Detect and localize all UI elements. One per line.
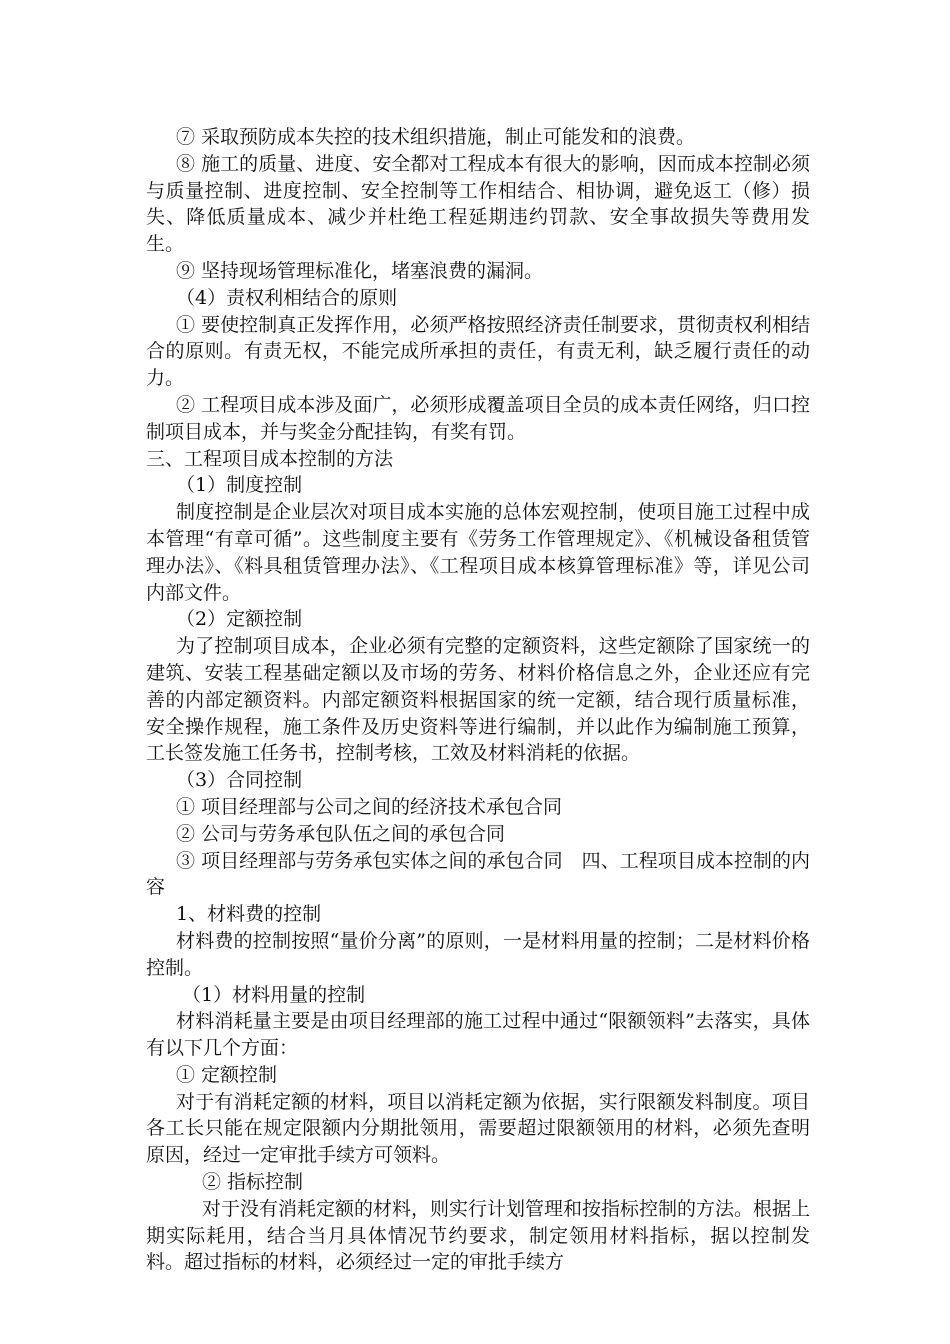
contract-item-3-and-chapter-4: ③ 项目经理部与劳务承包实体之间的承包合同 四、工程项目成本控制的内容 [146, 849, 810, 899]
section-heading-contract-control: （3）合同控制 [176, 769, 303, 792]
paragraph-quota-material: 对于有消耗定额的材料，项目以消耗定额为依据，实行限额发料制度。项目各工长只能在规定限额内分期批领用，需要超过限额领用的材料，必须先查明原因，经过一定审批手续方可领料。 [146, 1090, 810, 1167]
chapter-heading-3: 三、工程项目成本控制的方法 [146, 447, 394, 470]
section-heading-material-quantity: （1）材料用量的控制 [182, 983, 366, 1006]
document-body [146, 124, 810, 1276]
paragraph-responsibility-1: ① 要使控制真正发挥作用，必须严格按照经济责任制要求，贯彻责权利相结合的原则。有责无权，不能完成所承担的责任，有责无利，缺乏履行责任的动力。 [146, 313, 810, 390]
section-heading-system-control: （1）制度控制 [176, 474, 303, 497]
paragraph-material-cost: 材料费的控制按照“量价分离”的原则，一是材料用量的控制；二是材料价格控制。 [146, 929, 810, 979]
section-heading-material-cost: 1、材料费的控制 [176, 903, 322, 926]
paragraph-8: ⑧ 施工的质量、进度、安全都对工程成本有很大的影响，因而成本控制必须与质量控制、进度控制、安全控制等工作相结合、相协调，避免返工（修）损失、降低质量成本、减少并杜绝工程延期违约罚款、安全事故损失等费用发生。 [146, 152, 810, 256]
paragraph-material-quantity: 材料消耗量主要是由项目经理部的施工过程中通过“限额领料”去落实，具体有以下几个方面： [146, 1010, 810, 1060]
paragraph-9: ⑨ 坚持现场管理标准化，堵塞浪费的漏洞。 [176, 259, 544, 282]
contract-item-1: ① 项目经理部与公司之间的经济技术承包合同 [176, 795, 563, 818]
subsection-indicator-control: ② 指标控制 [202, 1171, 304, 1194]
paragraph-indicator-control: 对于没有消耗定额的材料，则实行计划管理和按指标控制的方法。根据上期实际耗用，结合当月具体情况节约要求，制定领用材料指标，据以控制发料。超过指标的材料，必须经过一定的审批手续方 [146, 1197, 811, 1274]
section-heading-quota-control: （2）定额控制 [176, 608, 303, 631]
paragraph-quota-control: 为了控制项目成本，企业必须有完整的定额资料，这些定额除了国家统一的建筑、安装工程基础定额以及市场的劳务、材料价格信息之外，企业还应有完善的内部定额资料。内部定额资料根据国家的统一定额，结合现行质量标准，安全操作规程，施工条件及历史资料等进行编制，并以此作为编制施工预算，工长签发施工任务书，控制考核，工效及材料消耗的依据。 [146, 635, 810, 765]
contract-item-2: ② 公司与劳务承包队伍之间的承包合同 [176, 822, 506, 845]
subsection-quota-control: ① 定额控制 [176, 1063, 278, 1086]
paragraph-responsibility-2: ② 工程项目成本涉及面广，必须形成覆盖项目全员的成本责任网络，归口控制项目成本，并与奖金分配挂钩，有奖有罚。 [146, 393, 810, 443]
paragraph-7: ⑦ 采取预防成本失控的技术组织措施，制止可能发和的浪费。 [176, 126, 696, 148]
paragraph-system-control: 制度控制是企业层次对项目成本实施的总体宏观控制，使项目施工过程中成本管理“有章可循”。这些制度主要有《劳务工作管理规定》、《机械设备租赁管理办法》、《料具租赁管理办法》、《工程项目成本核算管理标准》等，详见公司内部文件。 [146, 501, 810, 604]
section-heading-4: （4）责权利相结合的原则 [176, 286, 398, 309]
